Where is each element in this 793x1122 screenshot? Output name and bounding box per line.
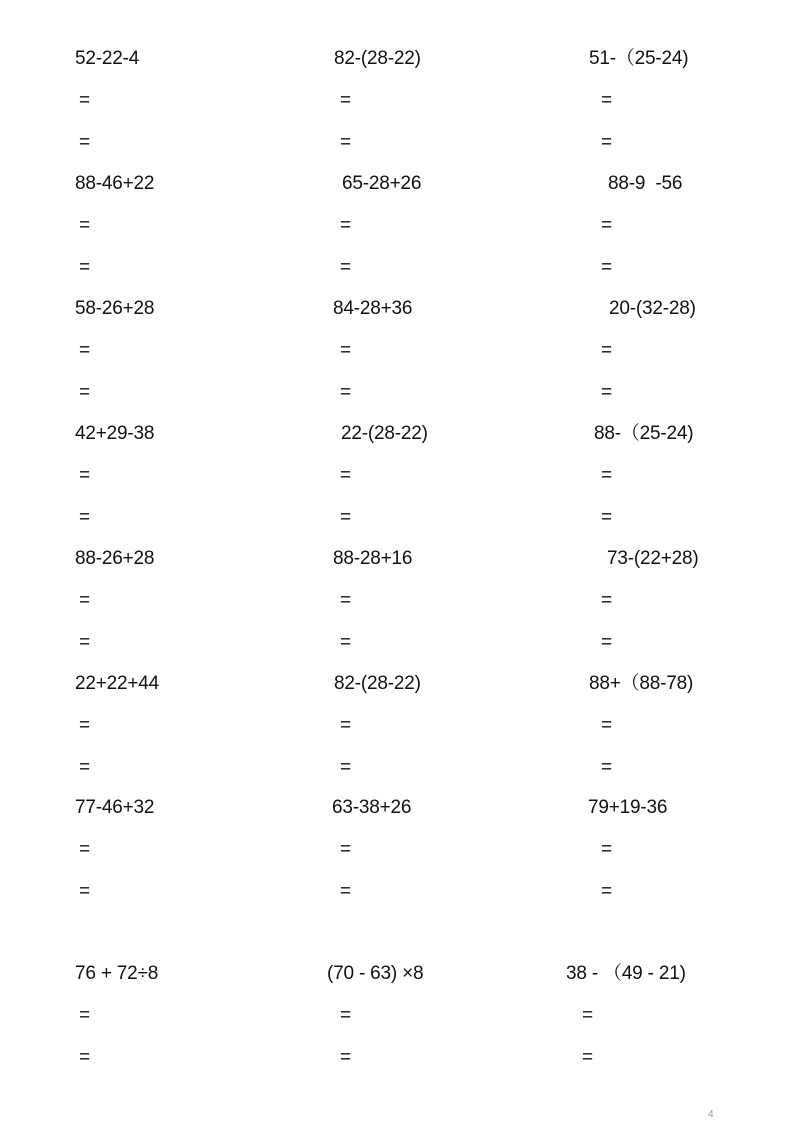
expression: 58-26+28: [75, 298, 155, 319]
problem-r2-c2: [340, 173, 562, 278]
expression: 22+22+44: [75, 673, 159, 694]
expression: 88-（25-24): [594, 423, 694, 444]
equals-sign: =: [340, 881, 352, 902]
equals-sign: =: [79, 132, 91, 153]
expression: 88-26+28: [75, 548, 155, 569]
equals-sign: =: [340, 1005, 352, 1026]
problem-r8-c3: [566, 963, 786, 1068]
expression: 77-46+32: [75, 797, 155, 818]
equals-sign: =: [79, 881, 91, 902]
equals-sign: =: [582, 1005, 594, 1026]
equals-sign: =: [340, 465, 352, 486]
expression: 42+29-38: [75, 423, 155, 444]
expression: 88+（88-78): [589, 673, 694, 694]
equals-sign: =: [340, 340, 352, 361]
equals-sign: =: [340, 382, 352, 403]
problem-r4-c3: [594, 423, 793, 528]
expression: 79+19-36: [588, 797, 668, 818]
equals-sign: =: [79, 382, 91, 403]
equals-sign: =: [79, 632, 91, 653]
problem-r4-c1: [75, 423, 295, 528]
expression: 82-(28-22): [334, 48, 421, 69]
equals-sign: =: [601, 839, 613, 860]
equals-sign: =: [601, 90, 613, 111]
equals-sign: =: [79, 590, 91, 611]
equals-sign: =: [340, 632, 352, 653]
equals-sign: =: [340, 715, 352, 736]
equals-sign: =: [340, 590, 352, 611]
problem-r3-c1: [75, 298, 295, 403]
equals-sign: =: [79, 1005, 91, 1026]
problem-r3-c3: [601, 298, 793, 403]
equals-sign: =: [340, 757, 352, 778]
expression: 65-28+26: [342, 173, 422, 194]
equals-sign: =: [601, 757, 613, 778]
equals-sign: =: [340, 132, 352, 153]
equals-sign: =: [79, 1047, 91, 1068]
problem-r6-c1: [75, 673, 295, 778]
expression: 88-46+22: [75, 173, 155, 194]
expression: 88-9 -56: [608, 173, 683, 194]
expression: 88-28+16: [333, 548, 413, 569]
problem-r6-c3: [589, 673, 793, 778]
expression: 73-(22+28): [607, 548, 699, 569]
equals-sign: =: [601, 132, 613, 153]
expression: 76 + 72÷8: [75, 963, 159, 984]
problem-r1-c2: [334, 48, 554, 153]
problem-r7-c1: [75, 797, 295, 902]
equals-sign: =: [79, 340, 91, 361]
expression: 82-(28-22): [334, 673, 421, 694]
problem-r5-c3: [601, 548, 793, 653]
problem-r4-c2: [340, 423, 561, 528]
equals-sign: =: [79, 507, 91, 528]
equals-sign: =: [601, 382, 613, 403]
equals-sign: =: [340, 839, 352, 860]
equals-sign: =: [601, 257, 613, 278]
expression: 84-28+36: [333, 298, 413, 319]
equals-sign: =: [79, 90, 91, 111]
problem-r7-c3: [588, 797, 793, 902]
page-number: 4: [708, 1109, 714, 1120]
expression: 63-38+26: [332, 797, 412, 818]
problem-r2-c3: [601, 173, 793, 278]
equals-sign: =: [601, 215, 613, 236]
equals-sign: =: [601, 507, 613, 528]
equals-sign: =: [340, 215, 352, 236]
equals-sign: =: [601, 881, 613, 902]
problem-r7-c2: [332, 797, 552, 902]
expression: 22-(28-22): [341, 423, 428, 444]
problem-r1-c1: [75, 48, 295, 153]
problem-r8-c1: [75, 963, 295, 1068]
expression: 38 - （49 - 21): [566, 963, 686, 984]
problem-r6-c2: [334, 673, 554, 778]
equals-sign: =: [79, 465, 91, 486]
equals-sign: =: [79, 215, 91, 236]
equals-sign: =: [79, 757, 91, 778]
expression: 51-（25-24): [589, 48, 689, 69]
equals-sign: =: [340, 90, 352, 111]
problem-r5-c2: [333, 548, 553, 653]
equals-sign: =: [601, 465, 613, 486]
problem-r3-c2: [333, 298, 553, 403]
equals-sign: =: [582, 1047, 594, 1068]
equals-sign: =: [601, 715, 613, 736]
problem-r5-c1: [75, 548, 295, 653]
expression: (70 - 63) ×8: [327, 963, 424, 984]
expression: 20-(32-28): [609, 298, 696, 319]
equals-sign: =: [601, 632, 613, 653]
equals-sign: =: [79, 257, 91, 278]
equals-sign: =: [79, 839, 91, 860]
problem-r2-c1: [75, 173, 295, 278]
equals-sign: =: [340, 257, 352, 278]
problem-r8-c2: [327, 963, 547, 1068]
equals-sign: =: [601, 590, 613, 611]
equals-sign: =: [79, 715, 91, 736]
problem-r1-c3: [589, 48, 793, 153]
expression: 52-22-4: [75, 48, 140, 69]
equals-sign: =: [340, 1047, 352, 1068]
equals-sign: =: [340, 507, 352, 528]
equals-sign: =: [601, 340, 613, 361]
